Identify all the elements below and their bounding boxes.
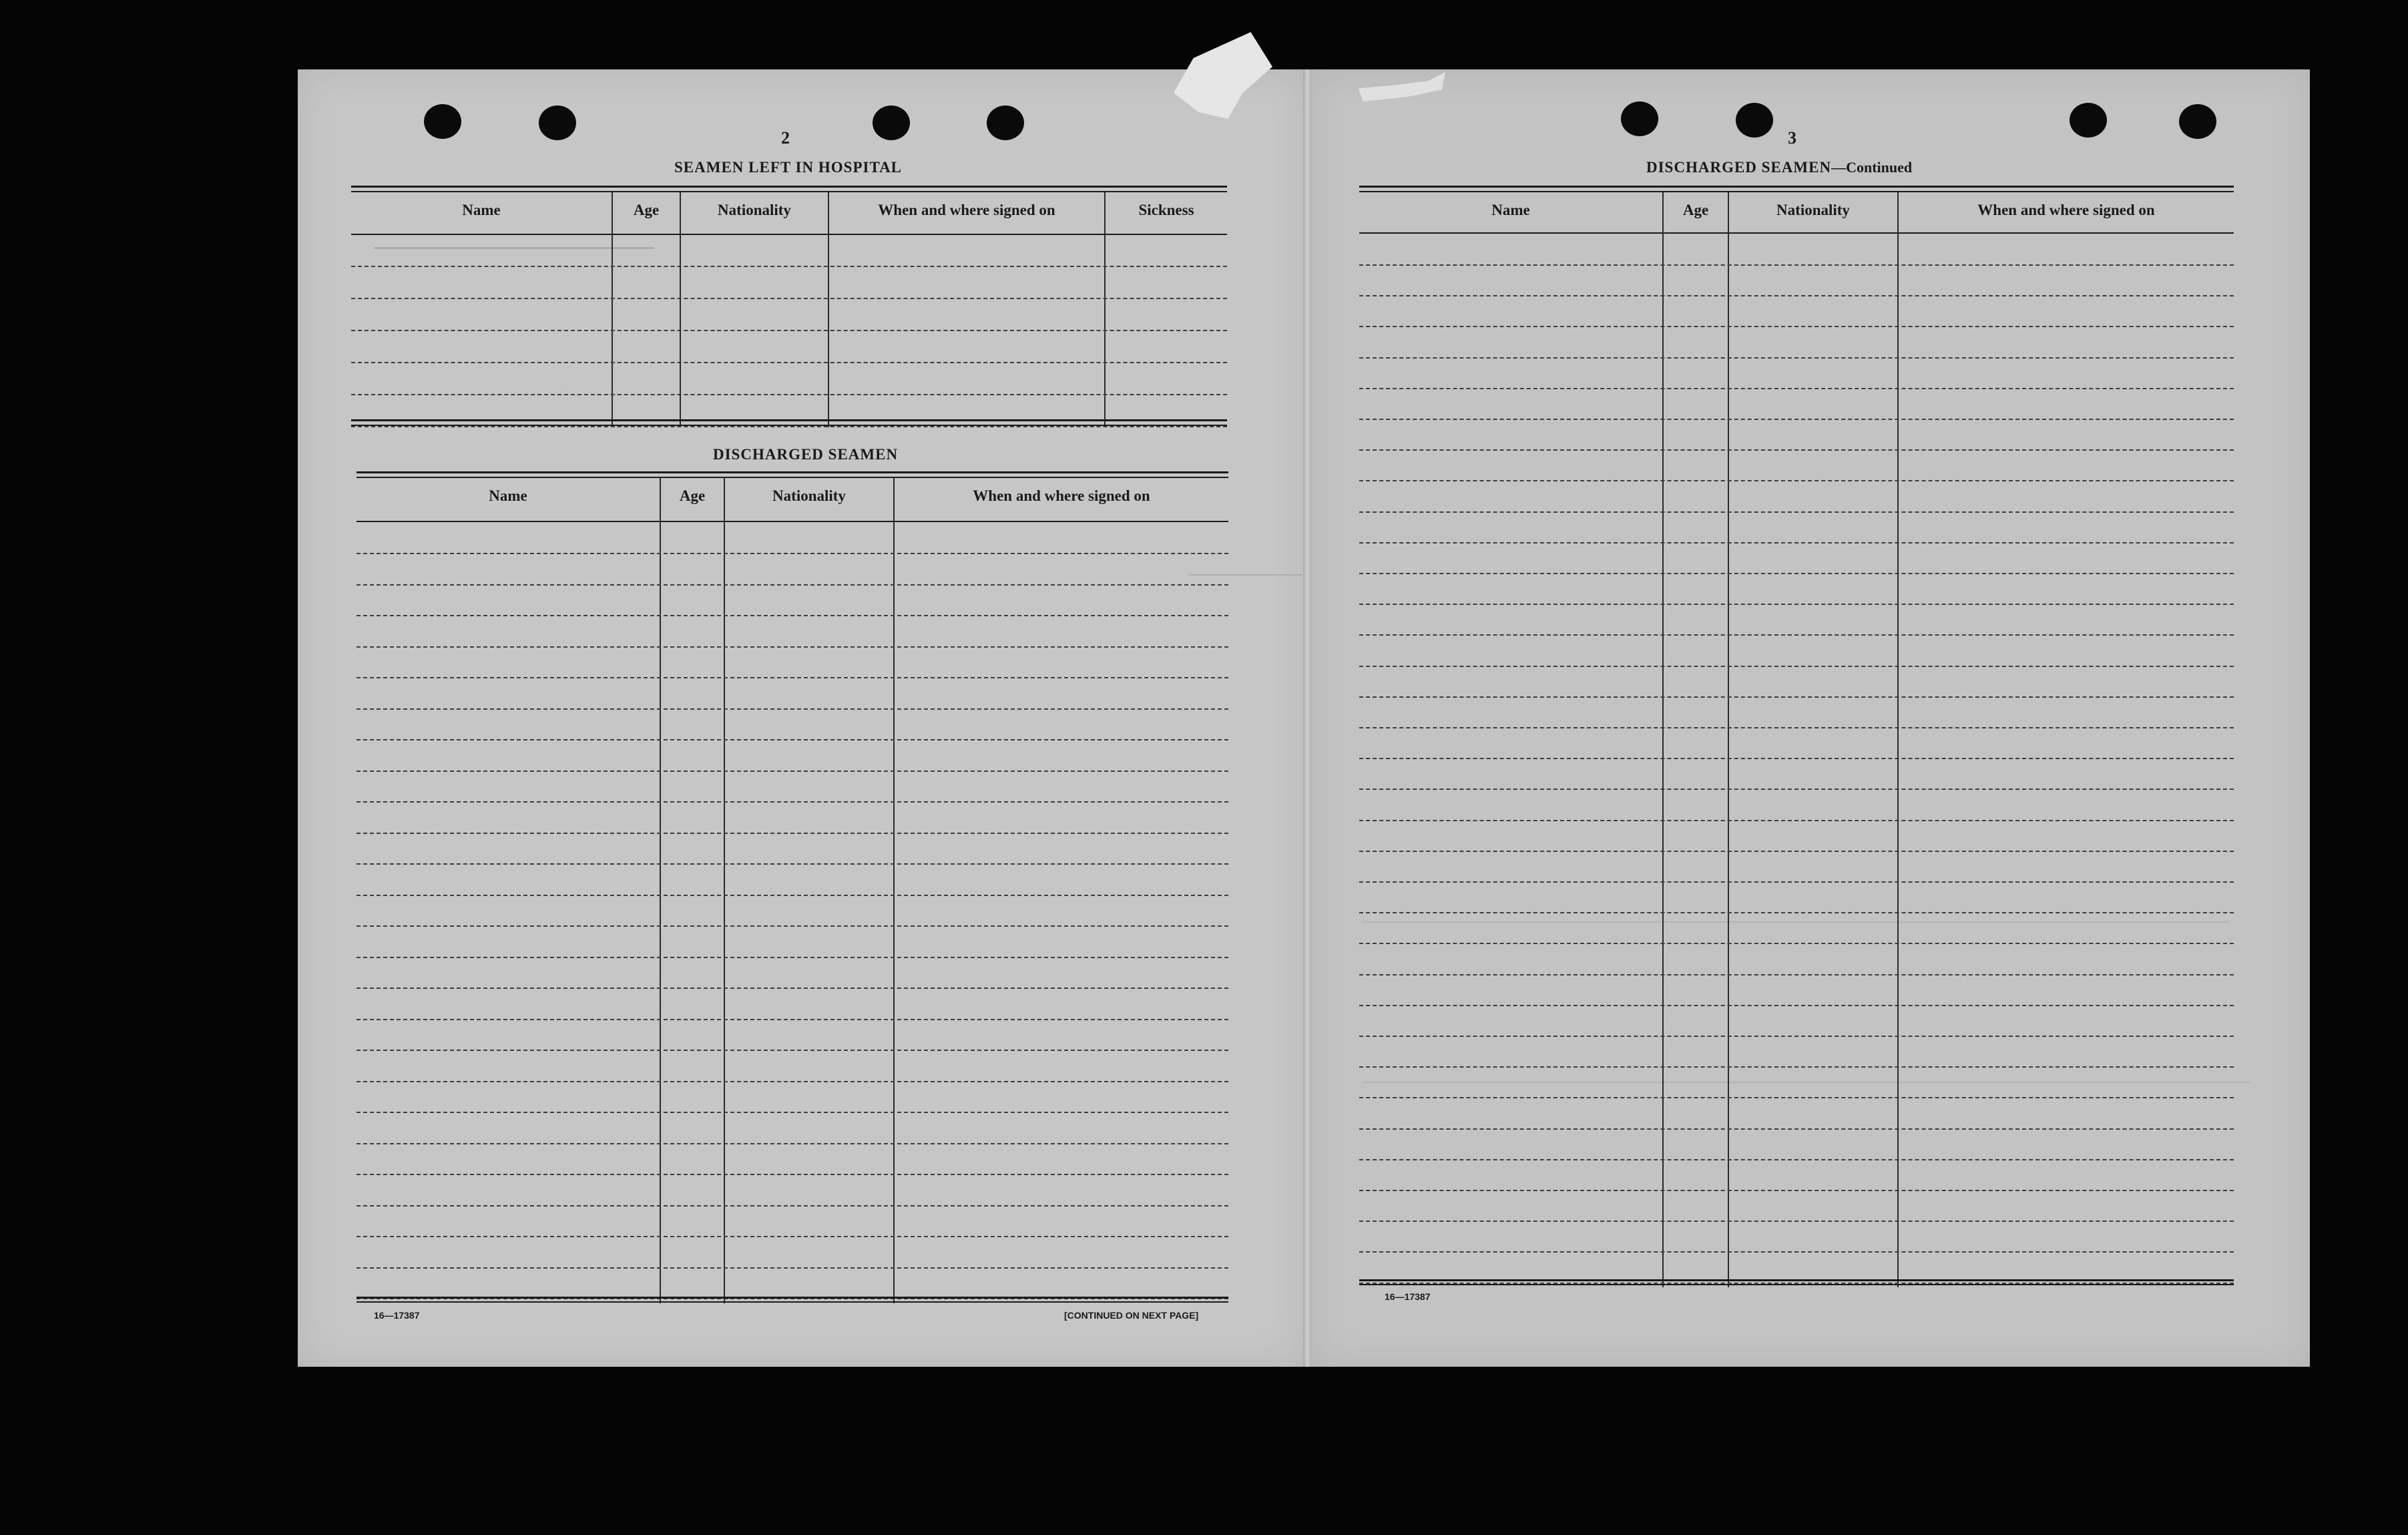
- table-row: [1359, 1221, 2234, 1222]
- table-row: [1359, 480, 2234, 481]
- table-row: [356, 584, 1228, 586]
- header-name: Name: [462, 202, 501, 218]
- table-row: [356, 1050, 1228, 1051]
- table-row: [1359, 943, 2234, 944]
- table-row: [356, 1081, 1228, 1082]
- table-row: [356, 646, 1228, 648]
- discharged-continued-rows: [1359, 186, 2234, 1287]
- table-row: [356, 1205, 1228, 1207]
- table-row: [351, 362, 1227, 363]
- table-row: [1359, 634, 2234, 636]
- table-row: [356, 1019, 1228, 1020]
- table-row: [1359, 542, 2234, 543]
- punch-hole: [2179, 104, 2216, 139]
- table-row: [1359, 974, 2234, 975]
- table-row: [1359, 696, 2234, 698]
- header-signed-on: When and where signed on: [878, 202, 1055, 218]
- table-row: [356, 708, 1228, 710]
- table-row: [1359, 1066, 2234, 1068]
- table-row: [1359, 295, 2234, 296]
- table-row: [356, 1174, 1228, 1175]
- table-row: [1359, 727, 2234, 728]
- hospital-rows: [351, 186, 1227, 427]
- table-row: [1359, 604, 2234, 605]
- discharged-continued-table: [1359, 186, 2234, 1287]
- table-row: [1359, 1128, 2234, 1130]
- punch-hole: [2070, 103, 2107, 138]
- table-row: [356, 771, 1228, 772]
- table-row: [1359, 1190, 2234, 1191]
- punch-hole: [424, 104, 461, 139]
- table-row: [356, 863, 1228, 865]
- table-row: [1359, 449, 2234, 451]
- discharged-rows: [356, 471, 1228, 1303]
- header-nationality: Nationality: [772, 487, 846, 504]
- table-row: [1359, 388, 2234, 389]
- table-row: [1359, 758, 2234, 759]
- table-row: [356, 1143, 1228, 1144]
- table-row: [1359, 789, 2234, 790]
- table-row: [356, 957, 1228, 958]
- header-nationality: Nationality: [1776, 202, 1850, 218]
- continued-note: [CONTINUED ON NEXT PAGE]: [1064, 1310, 1199, 1321]
- table-row: [1359, 511, 2234, 513]
- table-row: [356, 801, 1228, 803]
- table-row: [356, 833, 1228, 834]
- table-row: [1359, 912, 2234, 913]
- bottom-rule: [356, 1297, 1228, 1299]
- table-row: [1359, 820, 2234, 821]
- page-number: 3: [1788, 128, 1796, 148]
- table-row: [356, 553, 1228, 554]
- punch-hole: [987, 105, 1024, 140]
- table-row: [1359, 573, 2234, 574]
- table-row: [1359, 1005, 2234, 1006]
- table-row: [356, 615, 1228, 616]
- table-row: [351, 330, 1227, 331]
- table-row: [1359, 1159, 2234, 1160]
- header-signed-on: When and where signed on: [973, 487, 1150, 504]
- punch-hole: [539, 105, 576, 140]
- header-name: Name: [1491, 202, 1530, 218]
- table-row: [351, 266, 1227, 267]
- table-row: [1359, 264, 2234, 266]
- punch-hole: [1736, 103, 1773, 138]
- header-sickness: Sickness: [1138, 202, 1194, 218]
- table-row: [1359, 666, 2234, 667]
- table-row: [1359, 419, 2234, 420]
- table-row: [356, 739, 1228, 740]
- table-row: [1359, 326, 2234, 327]
- table-row: [1359, 1097, 2234, 1098]
- header-name: Name: [489, 487, 527, 504]
- table-row: [351, 426, 1227, 427]
- discharged-section-title: DISCHARGED SEAMEN: [713, 446, 899, 463]
- table-row: [356, 677, 1228, 678]
- header-nationality: Nationality: [718, 202, 791, 218]
- bottom-rule: [1359, 1279, 2234, 1281]
- header-age: Age: [679, 487, 706, 504]
- punch-hole: [1621, 101, 1658, 136]
- form-number: 16—17387: [374, 1310, 420, 1321]
- table-row: [351, 298, 1227, 299]
- bottom-rule: [351, 419, 1227, 421]
- punch-hole: [873, 105, 910, 140]
- header-age: Age: [633, 202, 660, 218]
- header-age: Age: [1682, 202, 1709, 218]
- form-number: 16—17387: [1385, 1291, 1431, 1302]
- header-signed-on: When and where signed on: [1977, 202, 2155, 218]
- page-fold: [1303, 69, 1311, 1367]
- page-number: 2: [781, 128, 790, 148]
- table-row: [1359, 851, 2234, 852]
- bottom-rule: [356, 1301, 1228, 1303]
- table-row: [1359, 1036, 2234, 1037]
- title-suffix: —Continued: [1831, 159, 1913, 176]
- table-row: [356, 988, 1228, 989]
- table-row: [351, 394, 1227, 395]
- table-row: [1359, 1251, 2234, 1253]
- hospital-table: [351, 186, 1227, 427]
- title-main: DISCHARGED SEAMEN: [1646, 159, 1832, 176]
- bottom-rule: [1359, 1284, 2234, 1285]
- hospital-section-title: SEAMEN LEFT IN HOSPITAL: [674, 159, 903, 176]
- table-row: [356, 1267, 1228, 1269]
- table-row: [356, 925, 1228, 927]
- bottom-rule: [351, 425, 1227, 426]
- table-row: [356, 1236, 1228, 1237]
- discharged-table: [356, 471, 1228, 1303]
- table-row: [1359, 357, 2234, 359]
- table-row: [356, 895, 1228, 896]
- table-row: [356, 1112, 1228, 1113]
- table-row: [1359, 881, 2234, 883]
- discharged-continued-title: [1646, 159, 1912, 176]
